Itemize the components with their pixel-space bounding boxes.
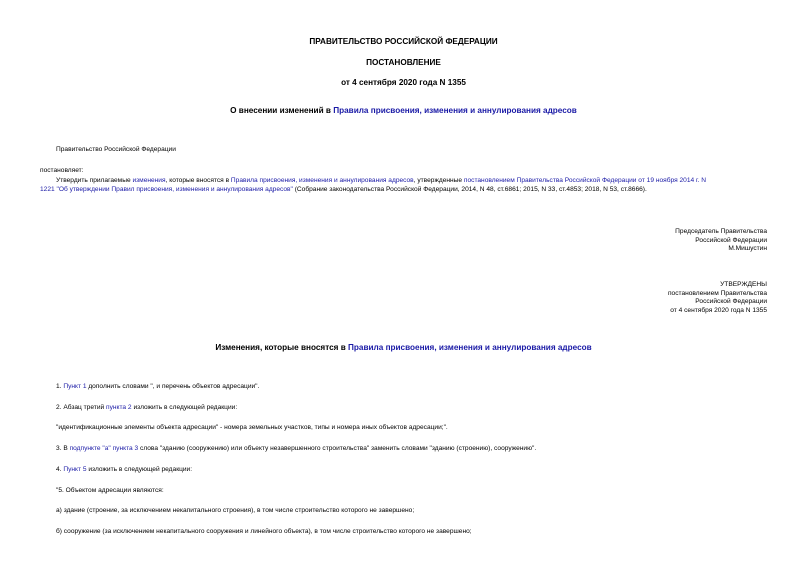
approval-line2: постановлением Правительства xyxy=(667,289,767,297)
subpoint-a-link[interactable]: подпункте "а" пункта 3 xyxy=(69,445,139,452)
text-fragment: дополнить словами ", и перечень объектов адресации". xyxy=(86,383,260,390)
change-item-4-quote-heading: "5. Объектом адресации являются: xyxy=(56,487,164,494)
text-fragment: слова "зданию (сооружению) или объекту незавершенного строительства" заменить словами "зданию (строению), сооружению". xyxy=(138,445,537,452)
rules-link[interactable]: Правила присвоения, изменения и аннулирования адресов xyxy=(230,177,414,184)
text-fragment: 4. xyxy=(56,466,64,473)
resolution-link[interactable]: постановлением Правительства Российской Федерации от 19 ноября 2014 г. N xyxy=(463,177,707,184)
approval-date: от 4 сентября 2020 года N 1355 xyxy=(670,306,767,314)
changes-link[interactable]: изменения xyxy=(132,177,166,184)
text-fragment: 3. В xyxy=(56,445,70,452)
text-fragment: 2. Абзац третий xyxy=(56,404,107,411)
change-item-3 xyxy=(56,445,536,453)
change-item-2-quote: "идентификационные элементы объекта адресации" - номера земельных участков, типы и номера иных объектов адресации;". xyxy=(56,424,448,431)
document-type: ПОСТАНОВЛЕНИЕ xyxy=(366,58,441,67)
resolution-title-link[interactable]: 1221 "Об утверждении Правил присвоения, изменения и аннулирования адресов" xyxy=(40,186,293,193)
government-heading: ПРАВИТЕЛЬСТВО РОССИЙСКОЙ ФЕДЕРАЦИИ xyxy=(309,37,498,46)
change-item-1 xyxy=(56,383,259,391)
approval-title: УТВЕРЖДЕНЫ xyxy=(720,281,767,288)
document-title-link[interactable]: Правила присвоения, изменения и аннулирования адресов xyxy=(333,106,577,115)
text-fragment: , которые вносятся в xyxy=(165,177,231,184)
change-item-4-quote-b: б) сооружение (за исключением некапитального сооружения и линейного объекта), в том числе строительство которого не завершено; xyxy=(56,528,472,535)
text-fragment: (Собрание законодательства Российской Федерации, 2014, N 48, ст.6861; 2015, N 33, ст.4853; 2018, N 53, ст.8666). xyxy=(292,186,647,193)
changes-title xyxy=(0,343,807,352)
point-5-link[interactable]: Пункт 5 xyxy=(63,466,87,473)
approval-block xyxy=(668,281,767,315)
signature-country: Российской Федерации xyxy=(695,236,767,244)
approval-line3: Российской Федерации xyxy=(695,298,767,306)
intro-paragraph-line1 xyxy=(56,177,706,185)
government-name: Правительство Российской Федерации xyxy=(56,146,176,153)
signature-title: Председатель Правительства xyxy=(675,228,767,235)
document-title xyxy=(0,106,807,115)
change-item-4-quote-a: а) здание (строение, за исключением некапитального строения), в том числе строительство которого не завершено; xyxy=(56,507,415,514)
changes-title-prefix: Изменения, которые вносятся в xyxy=(215,343,349,352)
text-fragment: , утвержденные xyxy=(413,177,464,184)
text-fragment: Утвердить прилагаемые xyxy=(56,177,133,184)
document-title-prefix: О внесении изменений в xyxy=(230,106,334,115)
text-fragment: 1. xyxy=(56,383,64,390)
change-item-2 xyxy=(56,404,237,412)
changes-title-link[interactable]: Правила присвоения, изменения и аннулирования адресов xyxy=(348,343,592,352)
text-fragment: изложить в следующей редакции: xyxy=(131,404,238,411)
signature-name: М.Мишустин xyxy=(728,245,767,253)
point-2-link[interactable]: пункта 2 xyxy=(106,404,132,411)
decrees-label: постановляет: xyxy=(40,167,84,174)
document-date: от 4 сентября 2020 года N 1355 xyxy=(341,78,466,87)
point-1-link[interactable]: Пункт 1 xyxy=(63,383,87,390)
change-item-4 xyxy=(56,466,192,474)
signature-block xyxy=(675,228,767,254)
text-fragment: изложить в следующей редакции: xyxy=(86,466,193,473)
intro-paragraph-line2 xyxy=(40,186,647,194)
